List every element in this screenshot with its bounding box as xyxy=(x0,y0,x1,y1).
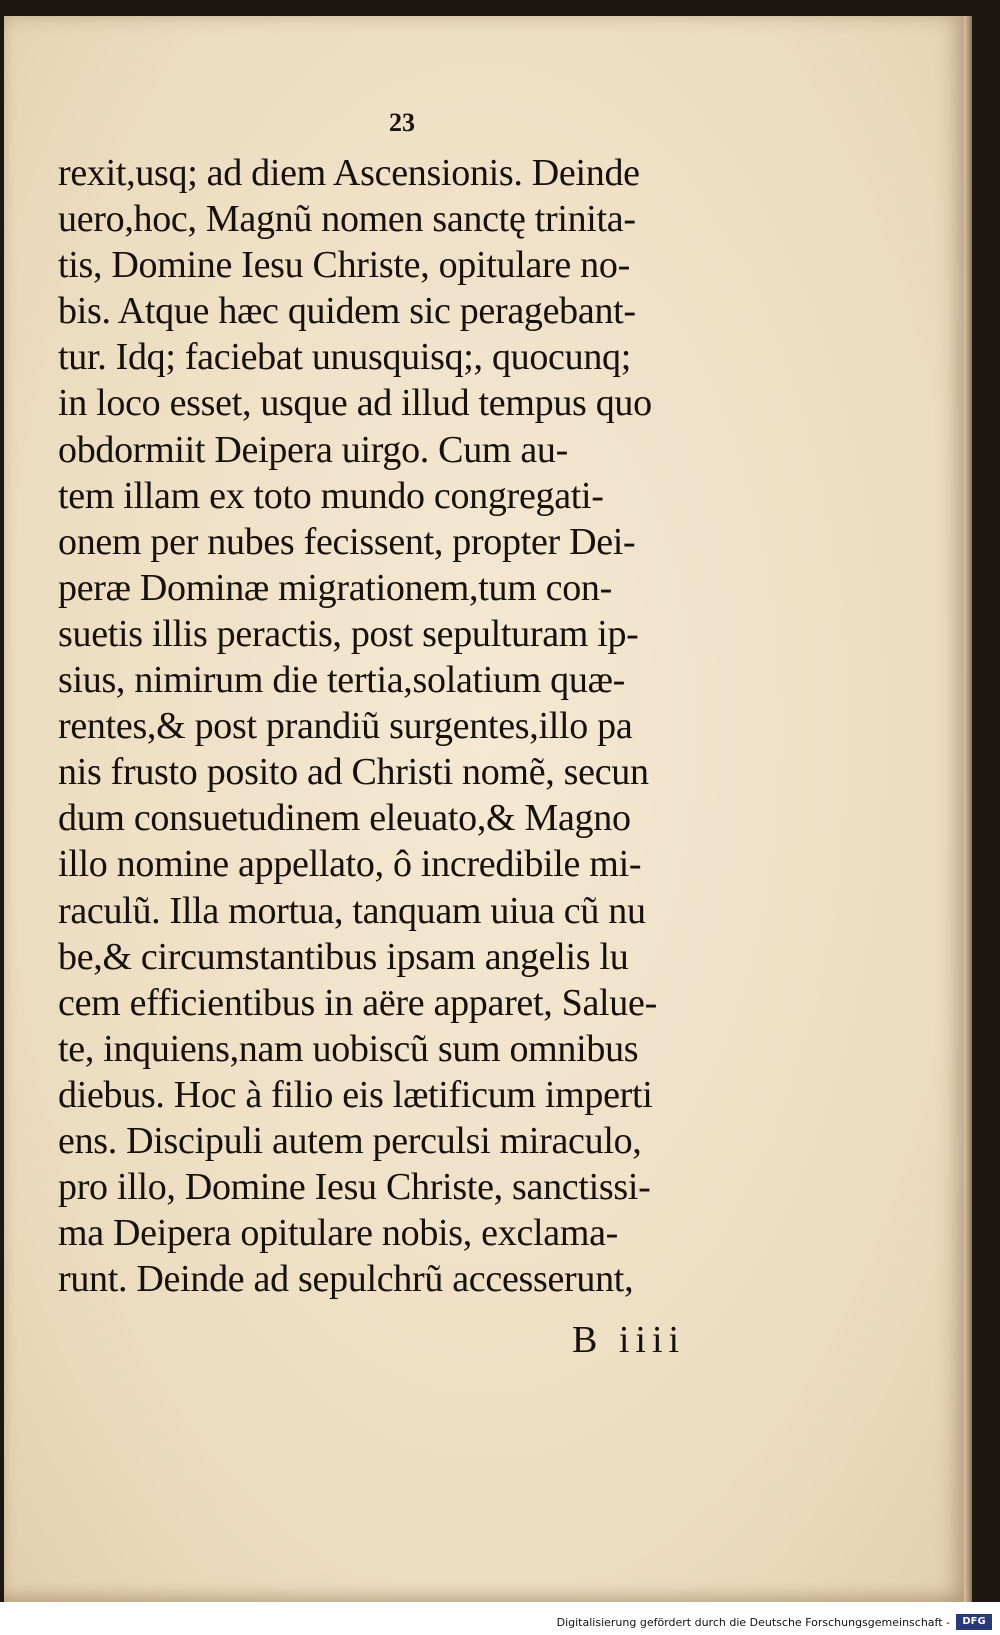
text-line: ma Deipera opitulare nobis, exclama- xyxy=(58,1212,619,1255)
text-line: rexit,usq; ad diem Ascensionis. Deinde xyxy=(58,152,640,194)
text-line: bis. Atque hæc quidem sic peragebant- xyxy=(58,290,636,333)
text-line: cem efficientibus in aëre apparet, Salue- xyxy=(58,981,657,1024)
text-line: runt. Deinde ad sepulchrũ accesserunt, xyxy=(58,1258,634,1301)
text-line: diebus. Hoc à filio eis lætificum imperti xyxy=(58,1073,653,1116)
text-line: tem illam ex toto mundo congregati- xyxy=(58,474,604,517)
text-line: suetis illis peractis, post sepulturam ip- xyxy=(58,612,639,655)
dfg-logo: DFG xyxy=(956,1614,992,1630)
text-line: dum consuetudinem eleuato,& Magno xyxy=(58,797,631,840)
text-line: peræ Dominæ migrationem,tum con- xyxy=(58,566,612,609)
text-line: nis frusto posito ad Christi nomẽ, secun xyxy=(58,751,649,794)
text-line: rentes,& post prandiũ surgentes,illo pa xyxy=(58,705,633,748)
text-line: ens. Discipuli autem perculsi miraculo, xyxy=(58,1119,642,1162)
funding-credit: Digitalisierung gefördert durch die Deutsche Forschungsgemeinschaft - xyxy=(556,1616,950,1629)
text-line: pro illo, Domine Iesu Christe, sanctissi- xyxy=(58,1166,651,1209)
text-line: be,& circumstantibus ipsam angelis lu xyxy=(58,935,629,978)
text-line: te, inquiens,nam uobiscũ sum omnibus xyxy=(58,1027,639,1070)
signature-mark: B iiii xyxy=(572,1319,686,1361)
text-line: tis, Domine Iesu Christe, opitulare no- xyxy=(58,244,630,287)
text-line: raculũ. Illa mortua, tanquam uiua cũ nu xyxy=(58,889,646,932)
text-line: onem per nubes fecissent, propter Dei- xyxy=(58,520,636,563)
text-line: illo nomine appellato, ô incredibile mi- xyxy=(58,843,642,886)
page-edge xyxy=(964,16,972,1602)
text-line: in loco esset, usque ad illud tempus quo xyxy=(58,382,652,425)
text-line: uero,hoc, Magnũ nomen sanctę trinita- xyxy=(58,198,636,241)
text-line: sius, nimirum die tertia,solatium quæ- xyxy=(58,659,625,702)
body-text xyxy=(58,150,748,1302)
page-number: 23 xyxy=(389,108,415,137)
text-line: obdormiit Deipera uirgo. Cum au- xyxy=(58,428,568,471)
text-line: tur. Idq; faciebat unusquisq;, quocunq; xyxy=(58,336,631,379)
